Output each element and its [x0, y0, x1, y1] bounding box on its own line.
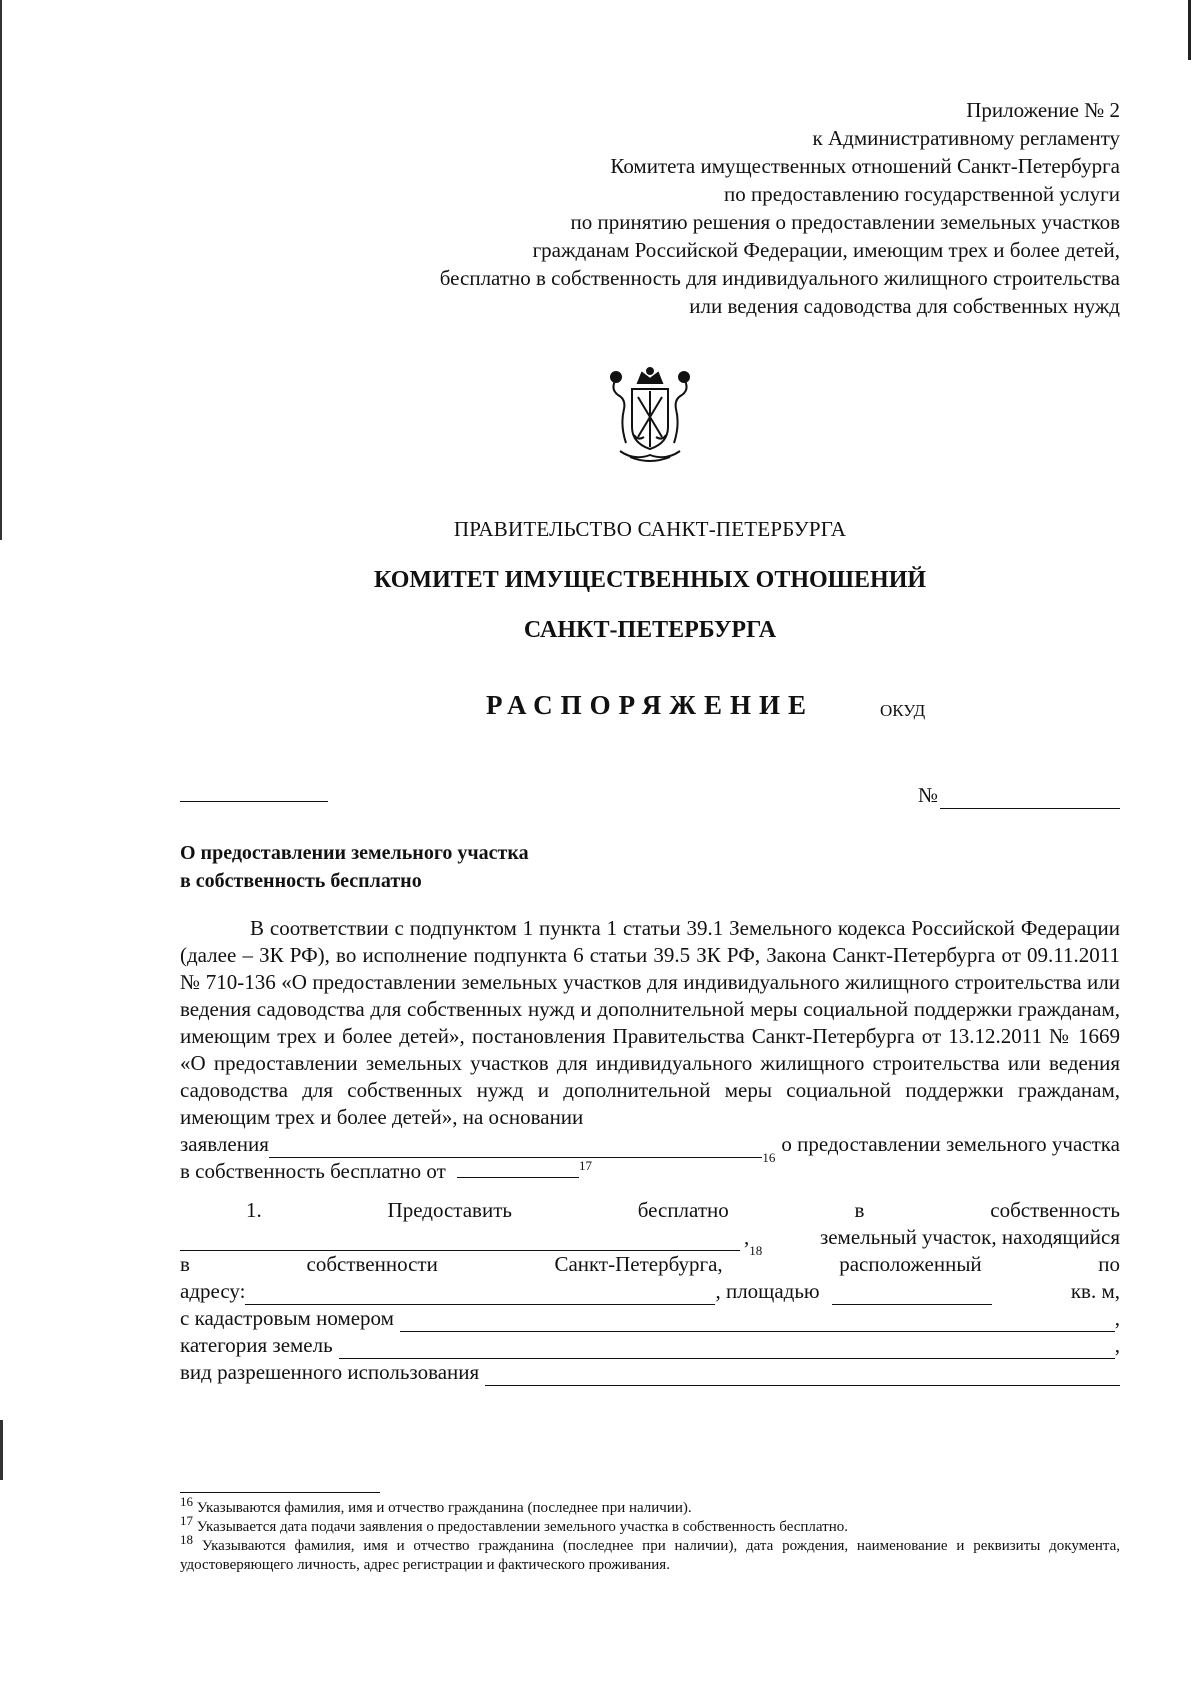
- okud-label: ОКУД: [880, 701, 926, 720]
- scan-edge: [0, 0, 2, 540]
- attachment-line: бесплатно в собственность для индивидуального жилищного строительства: [439, 266, 1120, 290]
- applicant-name-blank: [269, 1139, 762, 1158]
- item-word: собственность: [990, 1198, 1120, 1222]
- scan-edge: [0, 1420, 3, 1480]
- attachment-line: по предоставлению государственной услуги: [724, 182, 1120, 206]
- application-tail: о предоставлении земельного участка: [781, 1132, 1120, 1156]
- category-line: категория земель ,: [180, 1333, 1120, 1357]
- application-date-blank: [457, 1159, 579, 1178]
- number-blank: [940, 788, 1120, 809]
- attachment-line: Комитета имущественных отношений Санкт-Петербурга: [610, 154, 1120, 178]
- item-tail: земельный участок, находящийся: [819, 1225, 1120, 1249]
- item-word: расположенный: [839, 1252, 982, 1276]
- preamble-paragraph: [180, 915, 1120, 1131]
- ownership-line: [180, 1251, 1120, 1278]
- date-blank: [180, 801, 328, 802]
- recipient-line: , 18 земельный участок, находящийся: [180, 1224, 1120, 1251]
- item-word: Предоставить: [387, 1198, 512, 1222]
- application-date-line: [180, 1158, 1120, 1185]
- government-title: ПРАВИТЕЛЬСТВО САНКТ-ПЕТЕРБУРГА: [453, 517, 847, 541]
- permitted-use-blank: [485, 1367, 1120, 1386]
- number-label: №: [917, 783, 938, 807]
- item-1-line: [180, 1197, 1120, 1224]
- attachment-line: к Административному регламенту: [812, 126, 1120, 150]
- item-word: в: [180, 1252, 190, 1276]
- area-unit: кв. м,: [1070, 1279, 1120, 1303]
- item-word: бесплатно: [637, 1198, 729, 1222]
- address-blank: [245, 1286, 715, 1305]
- footnote-ref: 17: [579, 1158, 592, 1173]
- cadastral-blank: [400, 1313, 1115, 1332]
- permitted-use-label: вид разрешенного использования: [180, 1360, 480, 1384]
- cadastral-line: с кадастровым номером ,: [180, 1306, 1120, 1330]
- attachment-line: гражданам Российской Федерации, имеющим трех и более детей,: [532, 238, 1120, 262]
- address-label: адресу:: [180, 1279, 246, 1303]
- address-line: [180, 1278, 1120, 1305]
- item-word: собственности: [306, 1252, 438, 1276]
- cadastral-label: с кадастровым номером: [180, 1306, 394, 1330]
- preamble-text: В соответствии с подпунктом 1 пункта 1 статьи 39.1 Земельного кодекса Российской Федерации (далее – ЗК РФ), во исполнение подпункта 6 статьи 39.5 ЗК РФ, Закона Санкт-Петербурга от 09.11.2011 № 710-136 «О предоставлении земельных участков для индивидуального жилищного строительства или ведения садоводства для собственных нужд и дополнительной меры социальной поддержки гражданам, имеющим трех и более детей», постановления Правительства Санкт-Петербурга от 13.12.2011 № 1669 «О предоставлении земельных участков для индивидуального жилищного строительства или ведения садоводства для собственных нужд и дополнительной меры социальной поддержки гражданам, имеющим трех и более детей», на основании: [180, 916, 1120, 1129]
- order-title: РАСПОРЯЖЕНИЕ: [485, 690, 815, 720]
- subject-line: О предоставлении земельного участка: [180, 842, 529, 864]
- order-body: [180, 915, 1120, 1386]
- footnote-text: Указывается дата подачи заявления о предоставлении земельного участка в собственность бесплатно.: [196, 1519, 848, 1535]
- date-number-row: [180, 781, 1120, 811]
- footnote-number: 17: [180, 1513, 193, 1528]
- permitted-use-line: [180, 1359, 1120, 1386]
- application-label: заявления: [180, 1132, 269, 1156]
- footnote: [180, 1494, 1120, 1518]
- scan-edge: [1188, 0, 1191, 60]
- category-blank: [339, 1340, 1115, 1359]
- attachment-note: [180, 96, 1120, 320]
- subject-line: в собственность бесплатно: [180, 870, 422, 892]
- committee-title-city: САНКТ-ПЕТЕРБУРГА: [523, 617, 777, 643]
- footnote-number: 16: [180, 1494, 193, 1509]
- footnote-number: 18: [180, 1532, 193, 1547]
- footnote-text: Указываются фамилия, имя и отчество гражданина (последнее при наличии), дата рождения, наименование и реквизиты документа, удостоверяющего личность, адрес регистрации и фактического проживания.: [180, 1538, 1120, 1573]
- footnote: [180, 1513, 1120, 1537]
- ownership-label: в собственность бесплатно от: [180, 1159, 446, 1183]
- order-subject: [180, 839, 1120, 895]
- footnote: [180, 1532, 1120, 1575]
- item-word: 1.: [246, 1198, 262, 1222]
- application-line: заявления 16 о предоставлении земельного участка: [180, 1132, 1120, 1165]
- item-word: Санкт-Петербурга,: [554, 1252, 723, 1276]
- committee-title: КОМИТЕТ ИМУЩЕСТВЕННЫХ ОТНОШЕНИЙ: [373, 567, 927, 593]
- item-word: по: [1098, 1252, 1120, 1276]
- footnote-text: Указываются фамилия, имя и отчество гражданина (последнее при наличии).: [196, 1500, 692, 1516]
- document-page: [180, 96, 1120, 1386]
- recipient-blank: [180, 1232, 740, 1251]
- number-field: [918, 781, 1120, 809]
- order-heading: [180, 691, 1120, 731]
- item-word: в: [854, 1198, 865, 1222]
- st-petersburg-coat-of-arms-icon: [604, 365, 696, 465]
- area-label: , площадью: [715, 1279, 820, 1303]
- footnotes: [180, 1492, 1120, 1575]
- attachment-line: по принятию решения о предоставлении земельных участков: [570, 210, 1120, 234]
- area-blank: [832, 1286, 992, 1305]
- attachment-line: или ведения садоводства для собственных нужд: [689, 294, 1120, 318]
- category-label: категория земель: [180, 1333, 333, 1357]
- footnote-separator: [180, 1492, 380, 1493]
- attachment-line: Приложение № 2: [966, 98, 1120, 122]
